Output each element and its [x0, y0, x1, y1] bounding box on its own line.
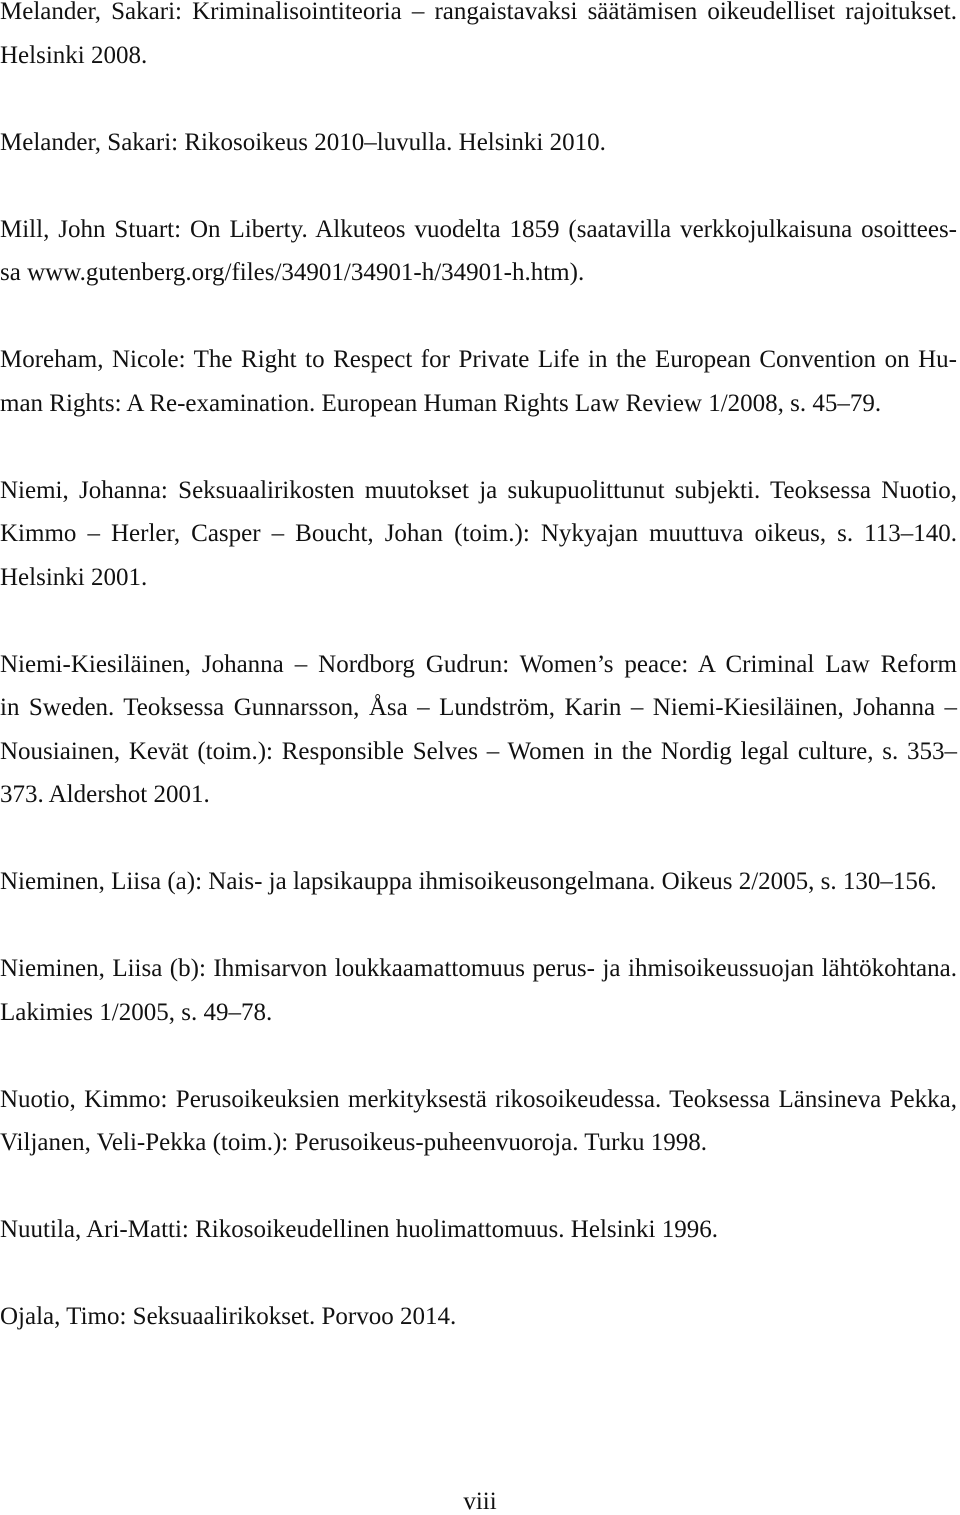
- bibliography-entry-niemi-kiesilainen: [0, 643, 957, 817]
- entry-line: Niemi-Kiesiläinen, Johanna – Nordborg Gudrun: Women’s peace: A Criminal Law Reform: [0, 650, 957, 678]
- entry-line: Lakimies 1/2005, s. 49–78.: [0, 998, 273, 1026]
- entry-line: Nuutila, Ari-Matti: Rikosoikeudellinen huolimattomuus. Helsinki 1996.: [0, 1216, 719, 1244]
- bibliography-entry-melander-2010: [0, 121, 957, 165]
- entry-line: Mill, John Stuart: On Liberty. Alkuteos vuodelta 1859 (saatavilla verkkojulkaisuna osoittees-: [0, 215, 957, 243]
- bibliography-entry-niemi: [0, 469, 957, 600]
- entry-line: Nieminen, Liisa (a): Nais- ja lapsikauppa ihmisoikeusongelmana. Oikeus 2/2005, s. 130–156.: [0, 868, 937, 896]
- entry-line: Viljanen, Veli-Pekka (toim.): Perusoikeus-puheenvuoroja. Turku 1998.: [0, 1129, 707, 1157]
- bibliography-entry-nieminen-a: [0, 860, 957, 904]
- entry-line: sa www.gutenberg.org/files/34901/34901-h/34901-h.htm).: [0, 259, 585, 287]
- entry-line: Melander, Sakari: Kriminalisointiteoria – rangaistavaksi säätämisen oikeudelliset rajoitukset.: [0, 0, 957, 25]
- bibliography-entry-ojala: [0, 1295, 957, 1339]
- entry-line: Niemi, Johanna: Seksuaalirikosten muutokset ja sukupuolittunut subjekti. Teoksessa Nuotio,: [0, 476, 957, 504]
- entry-line: man Rights: A Re-examination. European Human Rights Law Review 1/2008, s. 45–79.: [0, 389, 882, 417]
- entry-line: in Sweden. Teoksessa Gunnarsson, Åsa – Lundström, Karin – Niemi-Kiesiläinen, Johanna –: [0, 694, 957, 722]
- bibliography-entry-nuutila: [0, 1208, 957, 1252]
- bibliography-entry-melander-2008: [0, 0, 957, 77]
- entry-line: Helsinki 2008.: [0, 41, 148, 69]
- entry-line: Kimmo – Herler, Casper – Boucht, Johan (toim.): Nykyajan muuttuva oikeus, s. 113–140.: [0, 520, 957, 548]
- entry-line: Melander, Sakari: Rikosoikeus 2010–luvulla. Helsinki 2010.: [0, 128, 606, 156]
- entry-line: Nieminen, Liisa (b): Ihmisarvon loukkaamattomuus perus- ja ihmisoikeussuojan lähtökohtana.: [0, 955, 957, 983]
- entry-line: 373. Aldershot 2001.: [0, 781, 210, 809]
- page-number: viii: [463, 1488, 497, 1515]
- bibliography-entry-mill: [0, 208, 957, 295]
- entry-line: Helsinki 2001.: [0, 563, 148, 591]
- entry-line: Moreham, Nicole: The Right to Respect for Private Life in the European Convention on Hu-: [0, 346, 957, 374]
- entry-line: Nuotio, Kimmo: Perusoikeuksien merkityksestä rikosoikeudessa. Teoksessa Länsineva Pekka,: [0, 1085, 957, 1113]
- bibliography-entry-nieminen-b: [0, 947, 957, 1034]
- entry-line: Ojala, Timo: Seksuaalirikokset. Porvoo 2014.: [0, 1303, 457, 1331]
- bibliography-entry-nuotio: [0, 1078, 957, 1165]
- bibliography-entry-moreham: [0, 338, 957, 425]
- entry-line: Nousiainen, Kevät (toim.): Responsible Selves – Women in the Nordig legal culture, s. 353–: [0, 737, 957, 765]
